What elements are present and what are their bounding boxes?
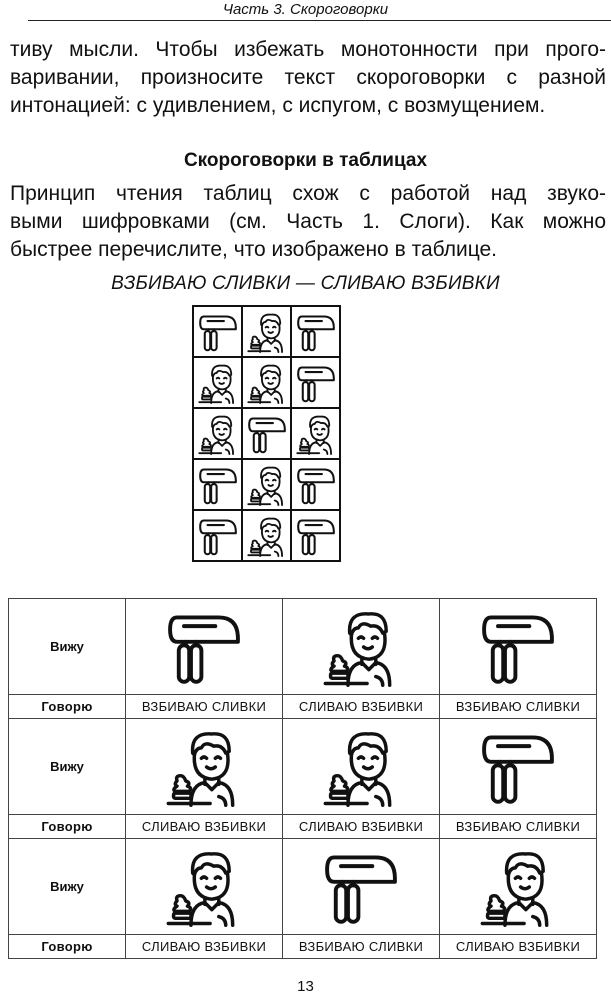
mixer-icon bbox=[295, 311, 337, 353]
boy-icon bbox=[164, 727, 244, 807]
mixer-icon bbox=[478, 727, 558, 807]
running-header bbox=[0, 0, 611, 22]
grid-cell bbox=[193, 357, 242, 408]
picture-cell bbox=[283, 719, 440, 815]
grid-cell bbox=[193, 306, 242, 357]
text-line: Принцип чтения таблиц схож с работой над звуко- bbox=[10, 182, 606, 205]
picture-cell bbox=[126, 599, 283, 695]
boy-icon bbox=[246, 464, 288, 506]
picture-cell bbox=[126, 719, 283, 815]
word-cell: ВЗБИВАЮ СЛИВКИ bbox=[126, 695, 283, 719]
mixer-icon bbox=[197, 515, 239, 557]
see-label: Вижу bbox=[9, 839, 126, 935]
mixer-icon bbox=[295, 464, 337, 506]
section-heading: Скороговорки в таблицах bbox=[183, 150, 428, 171]
say-label: Говорю bbox=[9, 935, 126, 959]
grid-cell bbox=[291, 306, 340, 357]
paragraph-intonation bbox=[10, 36, 606, 120]
word-cell: СЛИВАЮ ВЗБИВКИ bbox=[126, 815, 283, 839]
text-line: выми шифровками (см. Часть 1. Слоги). Как можно bbox=[10, 210, 606, 233]
mixer-icon bbox=[197, 464, 239, 506]
see-row bbox=[9, 839, 597, 935]
picture-cell bbox=[440, 719, 597, 815]
grid-cell bbox=[193, 408, 242, 459]
word-cell: ВЗБИВАЮ СЛИВКИ bbox=[283, 935, 440, 959]
boy-icon bbox=[197, 362, 239, 404]
grid-cell bbox=[291, 510, 340, 561]
say-row bbox=[9, 935, 597, 959]
tongue-twister-phrase: ВЗБИВАЮ СЛИВКИ — СЛИВАЮ ВЗБИВКИ bbox=[111, 273, 500, 294]
grid-cell bbox=[291, 408, 340, 459]
word-cell: СЛИВАЮ ВЗБИВКИ bbox=[283, 815, 440, 839]
mixer-icon bbox=[478, 607, 558, 687]
word-cell: СЛИВАЮ ВЗБИВКИ bbox=[126, 935, 283, 959]
grid-row bbox=[193, 510, 340, 561]
word-cell: ВЗБИВАЮ СЛИВКИ bbox=[440, 695, 597, 719]
picture-cell bbox=[440, 599, 597, 695]
boy-icon bbox=[246, 362, 288, 404]
grid-cell bbox=[193, 459, 242, 510]
text-line: интонацией: с удивлением, с испугом, с возмущением. bbox=[10, 94, 546, 117]
grid-cell bbox=[193, 510, 242, 561]
grid-cell bbox=[242, 408, 291, 459]
picture-cell bbox=[126, 839, 283, 935]
grid-row bbox=[193, 306, 340, 357]
grid-row bbox=[193, 408, 340, 459]
text-line: тиву мысли. Чтобы избежать монотонности при прого- bbox=[10, 38, 606, 61]
grid-cell bbox=[242, 306, 291, 357]
see-label: Вижу bbox=[9, 719, 126, 815]
word-cell: СЛИВАЮ ВЗБИВКИ bbox=[440, 935, 597, 959]
say-row bbox=[9, 695, 597, 719]
see-row bbox=[9, 719, 597, 815]
boy-icon bbox=[164, 847, 244, 927]
boy-icon bbox=[321, 727, 401, 807]
grid-row bbox=[193, 459, 340, 510]
boy-icon bbox=[321, 607, 401, 687]
grid-cell bbox=[242, 459, 291, 510]
picture-grid bbox=[192, 305, 341, 562]
boy-icon bbox=[197, 413, 239, 455]
word-cell: СЛИВАЮ ВЗБИВКИ bbox=[283, 695, 440, 719]
grid-cell bbox=[291, 459, 340, 510]
text-line: быстрее перечислите, что изображено в таблице. bbox=[10, 238, 497, 261]
grid-cell bbox=[242, 357, 291, 408]
answer-table bbox=[8, 598, 597, 959]
say-row bbox=[9, 815, 597, 839]
grid-cell bbox=[291, 357, 340, 408]
header-title: Часть 3. Скороговорки bbox=[222, 1, 389, 18]
grid-cell bbox=[242, 510, 291, 561]
paragraph-tables bbox=[10, 180, 606, 264]
grid-row bbox=[193, 357, 340, 408]
mixer-icon bbox=[197, 311, 239, 353]
see-label: Вижу bbox=[9, 599, 126, 695]
boy-icon bbox=[478, 847, 558, 927]
say-label: Говорю bbox=[9, 815, 126, 839]
word-cell: ВЗБИВАЮ СЛИВКИ bbox=[440, 815, 597, 839]
boy-icon bbox=[295, 413, 337, 455]
say-label: Говорю bbox=[9, 695, 126, 719]
header-rule bbox=[28, 20, 611, 21]
picture-cell bbox=[440, 839, 597, 935]
mixer-icon bbox=[321, 847, 401, 927]
boy-icon bbox=[246, 515, 288, 557]
boy-icon bbox=[246, 311, 288, 353]
page-number: 13 bbox=[297, 978, 314, 995]
mixer-icon bbox=[295, 515, 337, 557]
mixer-icon bbox=[246, 413, 288, 455]
mixer-icon bbox=[164, 607, 244, 687]
text-line: варивании, произносите текст скороговорки с разной bbox=[10, 66, 606, 89]
see-row bbox=[9, 599, 597, 695]
picture-cell bbox=[283, 839, 440, 935]
picture-cell bbox=[283, 599, 440, 695]
mixer-icon bbox=[295, 362, 337, 404]
